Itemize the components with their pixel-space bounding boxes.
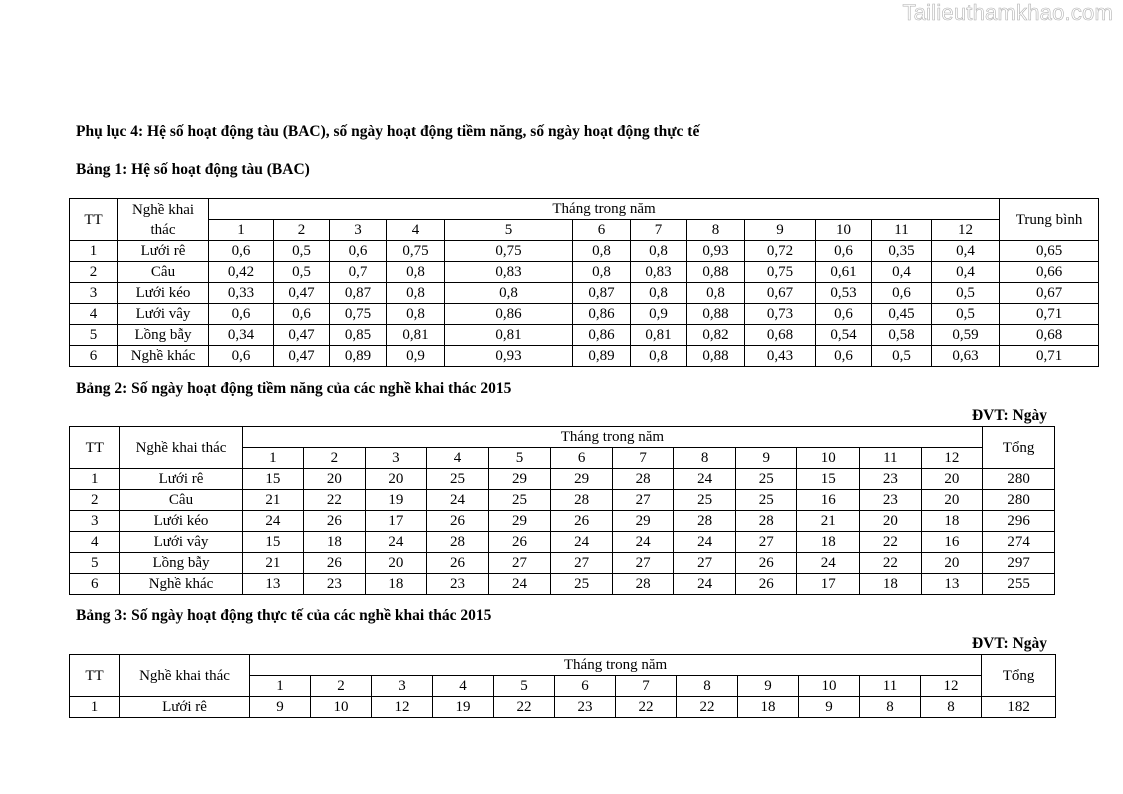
month-value-cell: 25 xyxy=(488,490,551,511)
table-row xyxy=(70,697,1056,718)
row-number-cell: 1 xyxy=(70,697,120,718)
month-header-cell: 9 xyxy=(735,448,797,469)
month-header-cell: 7 xyxy=(631,220,687,241)
month-value-cell: 0,63 xyxy=(932,346,1000,367)
month-value-cell: 0,83 xyxy=(631,262,687,283)
month-value-cell: 0,68 xyxy=(745,325,816,346)
summary-value-cell: 0,66 xyxy=(1000,262,1099,283)
month-value-cell: 0,81 xyxy=(631,325,687,346)
month-value-cell: 9 xyxy=(250,697,311,718)
month-value-cell: 0,6 xyxy=(816,241,872,262)
month-value-cell: 0,6 xyxy=(816,346,872,367)
month-header-cell: 8 xyxy=(687,220,745,241)
gear-name-cell: Lưới kéo xyxy=(120,511,242,532)
month-header-cell: 12 xyxy=(921,676,982,697)
row-number-cell: 1 xyxy=(70,241,118,262)
summary-value-cell: 274 xyxy=(983,532,1055,553)
month-value-cell: 28 xyxy=(735,511,797,532)
month-value-cell: 20 xyxy=(304,469,366,490)
month-value-cell: 20 xyxy=(365,553,427,574)
table2-title: Bảng 2: Số ngày hoạt động tiềm năng của các nghề khai thác 2015 xyxy=(76,380,512,397)
month-value-cell: 0,61 xyxy=(816,262,872,283)
month-value-cell: 0,9 xyxy=(631,304,687,325)
month-value-cell: 0,82 xyxy=(687,325,745,346)
month-value-cell: 0,7 xyxy=(330,262,387,283)
month-header-cell: 5 xyxy=(494,676,555,697)
header-months-group: Tháng trong năm xyxy=(242,427,983,448)
month-value-cell: 25 xyxy=(674,490,736,511)
month-value-cell: 0,43 xyxy=(745,346,816,367)
month-header-row xyxy=(70,220,1099,241)
header-gear: Nghề khai thác xyxy=(120,427,242,469)
month-value-cell: 18 xyxy=(797,532,860,553)
month-value-cell: 24 xyxy=(242,511,304,532)
month-value-cell: 21 xyxy=(242,553,304,574)
month-value-cell: 18 xyxy=(304,532,366,553)
month-value-cell: 20 xyxy=(860,511,922,532)
row-number-cell: 5 xyxy=(70,325,118,346)
month-value-cell: 24 xyxy=(488,574,551,595)
month-value-cell: 0,81 xyxy=(387,325,445,346)
month-header-cell: 4 xyxy=(387,220,445,241)
month-value-cell: 22 xyxy=(677,697,738,718)
month-value-cell: 24 xyxy=(674,532,736,553)
month-value-cell: 0,85 xyxy=(330,325,387,346)
month-value-cell: 0,8 xyxy=(573,241,631,262)
month-header-cell: 6 xyxy=(551,448,613,469)
month-value-cell: 0,8 xyxy=(387,304,445,325)
month-value-cell: 29 xyxy=(612,511,674,532)
gear-name-cell: Nghề khác xyxy=(118,346,209,367)
month-value-cell: 0,83 xyxy=(445,262,573,283)
month-value-cell: 0,72 xyxy=(745,241,816,262)
header-months-group: Tháng trong năm xyxy=(250,655,982,676)
month-header-cell: 3 xyxy=(365,448,427,469)
row-number-cell: 2 xyxy=(70,490,120,511)
month-value-cell: 0,88 xyxy=(687,346,745,367)
header-months-group: Tháng trong năm xyxy=(209,199,1000,220)
potential-days-table xyxy=(69,426,1055,595)
month-header-cell: 3 xyxy=(330,220,387,241)
month-header-cell: 6 xyxy=(555,676,616,697)
month-value-cell: 26 xyxy=(304,553,366,574)
month-value-cell: 0,88 xyxy=(687,304,745,325)
watermark-text: Tailieuthamkhao.com xyxy=(902,0,1113,25)
month-value-cell: 0,89 xyxy=(573,346,631,367)
table1-title: Bảng 1: Hệ số hoạt động tàu (BAC) xyxy=(76,161,310,178)
summary-value-cell: 296 xyxy=(983,511,1055,532)
month-header-cell: 8 xyxy=(674,448,736,469)
month-header-cell: 1 xyxy=(242,448,304,469)
month-value-cell: 24 xyxy=(612,532,674,553)
summary-value-cell: 0,65 xyxy=(1000,241,1099,262)
month-header-cell: 12 xyxy=(921,448,983,469)
month-value-cell: 0,86 xyxy=(573,325,631,346)
month-header-cell: 8 xyxy=(677,676,738,697)
month-value-cell: 17 xyxy=(797,574,860,595)
month-value-cell: 25 xyxy=(427,469,489,490)
summary-value-cell: 0,67 xyxy=(1000,283,1099,304)
month-value-cell: 0,33 xyxy=(209,283,274,304)
month-value-cell: 25 xyxy=(735,469,797,490)
month-value-cell: 0,86 xyxy=(573,304,631,325)
month-value-cell: 12 xyxy=(372,697,433,718)
month-value-cell: 0,8 xyxy=(631,283,687,304)
month-value-cell: 26 xyxy=(551,511,613,532)
month-value-cell: 0,47 xyxy=(274,346,330,367)
gear-name-cell: Câu xyxy=(120,490,242,511)
month-header-cell: 7 xyxy=(616,676,677,697)
table-row xyxy=(70,262,1099,283)
month-value-cell: 27 xyxy=(612,490,674,511)
gear-name-cell: Lưới vây xyxy=(120,532,242,553)
summary-value-cell: 297 xyxy=(983,553,1055,574)
month-value-cell: 13 xyxy=(242,574,304,595)
month-value-cell: 10 xyxy=(311,697,372,718)
month-value-cell: 0,6 xyxy=(872,283,932,304)
month-value-cell: 15 xyxy=(242,532,304,553)
month-value-cell: 19 xyxy=(365,490,427,511)
month-value-cell: 17 xyxy=(365,511,427,532)
month-header-cell: 9 xyxy=(738,676,799,697)
month-value-cell: 19 xyxy=(433,697,494,718)
month-value-cell: 27 xyxy=(612,553,674,574)
month-value-cell: 20 xyxy=(365,469,427,490)
month-header-cell: 4 xyxy=(433,676,494,697)
header-total: Tổng xyxy=(982,655,1056,697)
month-value-cell: 18 xyxy=(860,574,922,595)
month-value-cell: 0,6 xyxy=(816,304,872,325)
month-value-cell: 28 xyxy=(612,574,674,595)
gear-name-cell: Câu xyxy=(118,262,209,283)
table-row xyxy=(70,511,1055,532)
gear-name-cell: Nghề khác xyxy=(120,574,242,595)
month-value-cell: 0,88 xyxy=(687,262,745,283)
summary-value-cell: 0,71 xyxy=(1000,304,1099,325)
month-header-cell: 5 xyxy=(445,220,573,241)
month-header-cell: 10 xyxy=(797,448,860,469)
month-value-cell: 26 xyxy=(427,553,489,574)
month-value-cell: 0,47 xyxy=(274,325,330,346)
month-header-cell: 11 xyxy=(860,676,921,697)
month-value-cell: 0,8 xyxy=(687,283,745,304)
summary-value-cell: 182 xyxy=(982,697,1056,718)
month-value-cell: 0,4 xyxy=(932,262,1000,283)
month-value-cell: 28 xyxy=(551,490,613,511)
row-number-cell: 2 xyxy=(70,262,118,283)
month-header-cell: 4 xyxy=(427,448,489,469)
month-value-cell: 22 xyxy=(860,553,922,574)
month-value-cell: 22 xyxy=(616,697,677,718)
table2-unit: ĐVT: Ngày xyxy=(971,407,1047,424)
month-value-cell: 0,8 xyxy=(387,283,445,304)
gear-name-cell: Lồng bẫy xyxy=(120,553,242,574)
month-value-cell: 27 xyxy=(551,553,613,574)
month-value-cell: 0,9 xyxy=(387,346,445,367)
month-value-cell: 0,8 xyxy=(387,262,445,283)
row-number-cell: 4 xyxy=(70,532,120,553)
month-value-cell: 21 xyxy=(242,490,304,511)
table-row xyxy=(70,574,1055,595)
month-value-cell: 27 xyxy=(674,553,736,574)
month-value-cell: 0,87 xyxy=(330,283,387,304)
month-header-cell: 7 xyxy=(612,448,674,469)
table3-unit: ĐVT: Ngày xyxy=(971,635,1047,652)
month-value-cell: 18 xyxy=(365,574,427,595)
month-value-cell: 25 xyxy=(551,574,613,595)
month-value-cell: 23 xyxy=(427,574,489,595)
month-value-cell: 20 xyxy=(921,469,983,490)
header-total: Tổng xyxy=(983,427,1055,469)
row-number-cell: 6 xyxy=(70,574,120,595)
summary-value-cell: 0,71 xyxy=(1000,346,1099,367)
month-value-cell: 28 xyxy=(674,511,736,532)
month-value-cell: 0,4 xyxy=(932,241,1000,262)
month-value-cell: 23 xyxy=(860,490,922,511)
month-value-cell: 8 xyxy=(921,697,982,718)
month-value-cell: 21 xyxy=(797,511,860,532)
month-value-cell: 16 xyxy=(797,490,860,511)
table-row xyxy=(70,283,1099,304)
month-value-cell: 29 xyxy=(488,511,551,532)
month-value-cell: 15 xyxy=(242,469,304,490)
month-value-cell: 9 xyxy=(799,697,860,718)
gear-name-cell: Lưới vây xyxy=(118,304,209,325)
month-value-cell: 0,75 xyxy=(330,304,387,325)
table-row xyxy=(70,469,1055,490)
month-value-cell: 0,89 xyxy=(330,346,387,367)
month-value-cell: 27 xyxy=(488,553,551,574)
header-tt: TT xyxy=(70,199,118,241)
summary-value-cell: 0,68 xyxy=(1000,325,1099,346)
month-value-cell: 26 xyxy=(488,532,551,553)
bac-table xyxy=(69,198,1099,367)
month-value-cell: 20 xyxy=(921,553,983,574)
actual-days-table xyxy=(69,654,1056,718)
month-value-cell: 0,93 xyxy=(687,241,745,262)
month-value-cell: 13 xyxy=(921,574,983,595)
month-value-cell: 0,58 xyxy=(872,325,932,346)
table-row xyxy=(70,553,1055,574)
month-value-cell: 24 xyxy=(674,469,736,490)
month-value-cell: 0,73 xyxy=(745,304,816,325)
month-value-cell: 26 xyxy=(735,574,797,595)
header-gear: Nghề khai thác xyxy=(120,655,250,697)
row-number-cell: 1 xyxy=(70,469,120,490)
month-header-cell: 11 xyxy=(872,220,932,241)
month-value-cell: 0,5 xyxy=(932,283,1000,304)
month-header-cell: 10 xyxy=(816,220,872,241)
month-value-cell: 0,5 xyxy=(274,241,330,262)
month-value-cell: 0,5 xyxy=(932,304,1000,325)
month-value-cell: 0,8 xyxy=(445,283,573,304)
month-value-cell: 15 xyxy=(797,469,860,490)
month-value-cell: 18 xyxy=(738,697,799,718)
month-value-cell: 0,47 xyxy=(274,283,330,304)
month-value-cell: 0,6 xyxy=(209,346,274,367)
summary-value-cell: 280 xyxy=(983,490,1055,511)
month-value-cell: 24 xyxy=(365,532,427,553)
row-number-cell: 5 xyxy=(70,553,120,574)
month-value-cell: 0,87 xyxy=(573,283,631,304)
month-value-cell: 0,4 xyxy=(872,262,932,283)
month-value-cell: 0,53 xyxy=(816,283,872,304)
month-value-cell: 0,59 xyxy=(932,325,1000,346)
table-row xyxy=(70,241,1099,262)
month-value-cell: 0,34 xyxy=(209,325,274,346)
row-number-cell: 3 xyxy=(70,511,120,532)
month-header-cell: 2 xyxy=(274,220,330,241)
month-value-cell: 22 xyxy=(860,532,922,553)
month-value-cell: 0,45 xyxy=(872,304,932,325)
month-value-cell: 0,5 xyxy=(274,262,330,283)
table-row xyxy=(70,532,1055,553)
month-value-cell: 23 xyxy=(555,697,616,718)
month-value-cell: 24 xyxy=(551,532,613,553)
month-value-cell: 23 xyxy=(304,574,366,595)
row-number-cell: 3 xyxy=(70,283,118,304)
header-gear: Nghề khai thác xyxy=(118,199,209,241)
table-body xyxy=(70,697,1056,718)
month-value-cell: 0,75 xyxy=(445,241,573,262)
table-row xyxy=(70,325,1099,346)
month-value-cell: 0,75 xyxy=(387,241,445,262)
table-body xyxy=(70,241,1099,367)
month-value-cell: 0,75 xyxy=(745,262,816,283)
month-value-cell: 26 xyxy=(735,553,797,574)
summary-value-cell: 280 xyxy=(983,469,1055,490)
month-value-cell: 28 xyxy=(427,532,489,553)
month-value-cell: 0,6 xyxy=(209,304,274,325)
month-value-cell: 0,67 xyxy=(745,283,816,304)
gear-name-cell: Lưới rê xyxy=(118,241,209,262)
month-header-cell: 3 xyxy=(372,676,433,697)
month-value-cell: 0,35 xyxy=(872,241,932,262)
month-header-cell: 12 xyxy=(932,220,1000,241)
month-value-cell: 28 xyxy=(612,469,674,490)
month-value-cell: 22 xyxy=(494,697,555,718)
month-value-cell: 26 xyxy=(427,511,489,532)
month-value-cell: 29 xyxy=(488,469,551,490)
month-value-cell: 20 xyxy=(921,490,983,511)
table3-title: Bảng 3: Số ngày hoạt động thực tế của các nghề khai thác 2015 xyxy=(76,607,492,624)
month-value-cell: 0,93 xyxy=(445,346,573,367)
month-header-cell: 1 xyxy=(209,220,274,241)
month-header-cell: 10 xyxy=(799,676,860,697)
month-value-cell: 0,42 xyxy=(209,262,274,283)
month-value-cell: 16 xyxy=(921,532,983,553)
table-row xyxy=(70,304,1099,325)
month-value-cell: 23 xyxy=(860,469,922,490)
month-value-cell: 25 xyxy=(735,490,797,511)
month-value-cell: 24 xyxy=(674,574,736,595)
month-header-cell: 2 xyxy=(304,448,366,469)
gear-name-cell: Lồng bẫy xyxy=(118,325,209,346)
row-number-cell: 4 xyxy=(70,304,118,325)
month-value-cell: 26 xyxy=(304,511,366,532)
month-value-cell: 27 xyxy=(735,532,797,553)
month-value-cell: 0,81 xyxy=(445,325,573,346)
month-value-cell: 0,86 xyxy=(445,304,573,325)
appendix-title: Phụ lục 4: Hệ số hoạt động tàu (BAC), số ngày hoạt động tiềm năng, số ngày hoạt động thực tế xyxy=(76,123,700,140)
month-header-cell: 2 xyxy=(311,676,372,697)
month-value-cell: 8 xyxy=(860,697,921,718)
month-header-cell: 9 xyxy=(745,220,816,241)
month-value-cell: 0,54 xyxy=(816,325,872,346)
gear-name-cell: Lưới rê xyxy=(120,697,250,718)
month-value-cell: 29 xyxy=(551,469,613,490)
month-header-cell: 5 xyxy=(488,448,551,469)
gear-name-cell: Lưới rê xyxy=(120,469,242,490)
month-header-cell: 11 xyxy=(860,448,922,469)
month-value-cell: 0,5 xyxy=(872,346,932,367)
month-value-cell: 24 xyxy=(427,490,489,511)
header-tt: TT xyxy=(70,655,120,697)
month-value-cell: 0,6 xyxy=(209,241,274,262)
month-value-cell: 22 xyxy=(304,490,366,511)
month-value-cell: 18 xyxy=(921,511,983,532)
summary-value-cell: 255 xyxy=(983,574,1055,595)
table-row xyxy=(70,490,1055,511)
row-number-cell: 6 xyxy=(70,346,118,367)
table-row xyxy=(70,346,1099,367)
month-header-cell: 6 xyxy=(573,220,631,241)
header-average: Trung bình xyxy=(1000,199,1099,241)
month-value-cell: 0,8 xyxy=(631,241,687,262)
gear-name-cell: Lưới kéo xyxy=(118,283,209,304)
header-tt: TT xyxy=(70,427,120,469)
month-value-cell: 24 xyxy=(797,553,860,574)
month-value-cell: 0,8 xyxy=(631,346,687,367)
month-value-cell: 0,6 xyxy=(330,241,387,262)
month-header-cell: 1 xyxy=(250,676,311,697)
month-value-cell: 0,8 xyxy=(573,262,631,283)
month-value-cell: 0,6 xyxy=(274,304,330,325)
table-body xyxy=(70,469,1055,595)
